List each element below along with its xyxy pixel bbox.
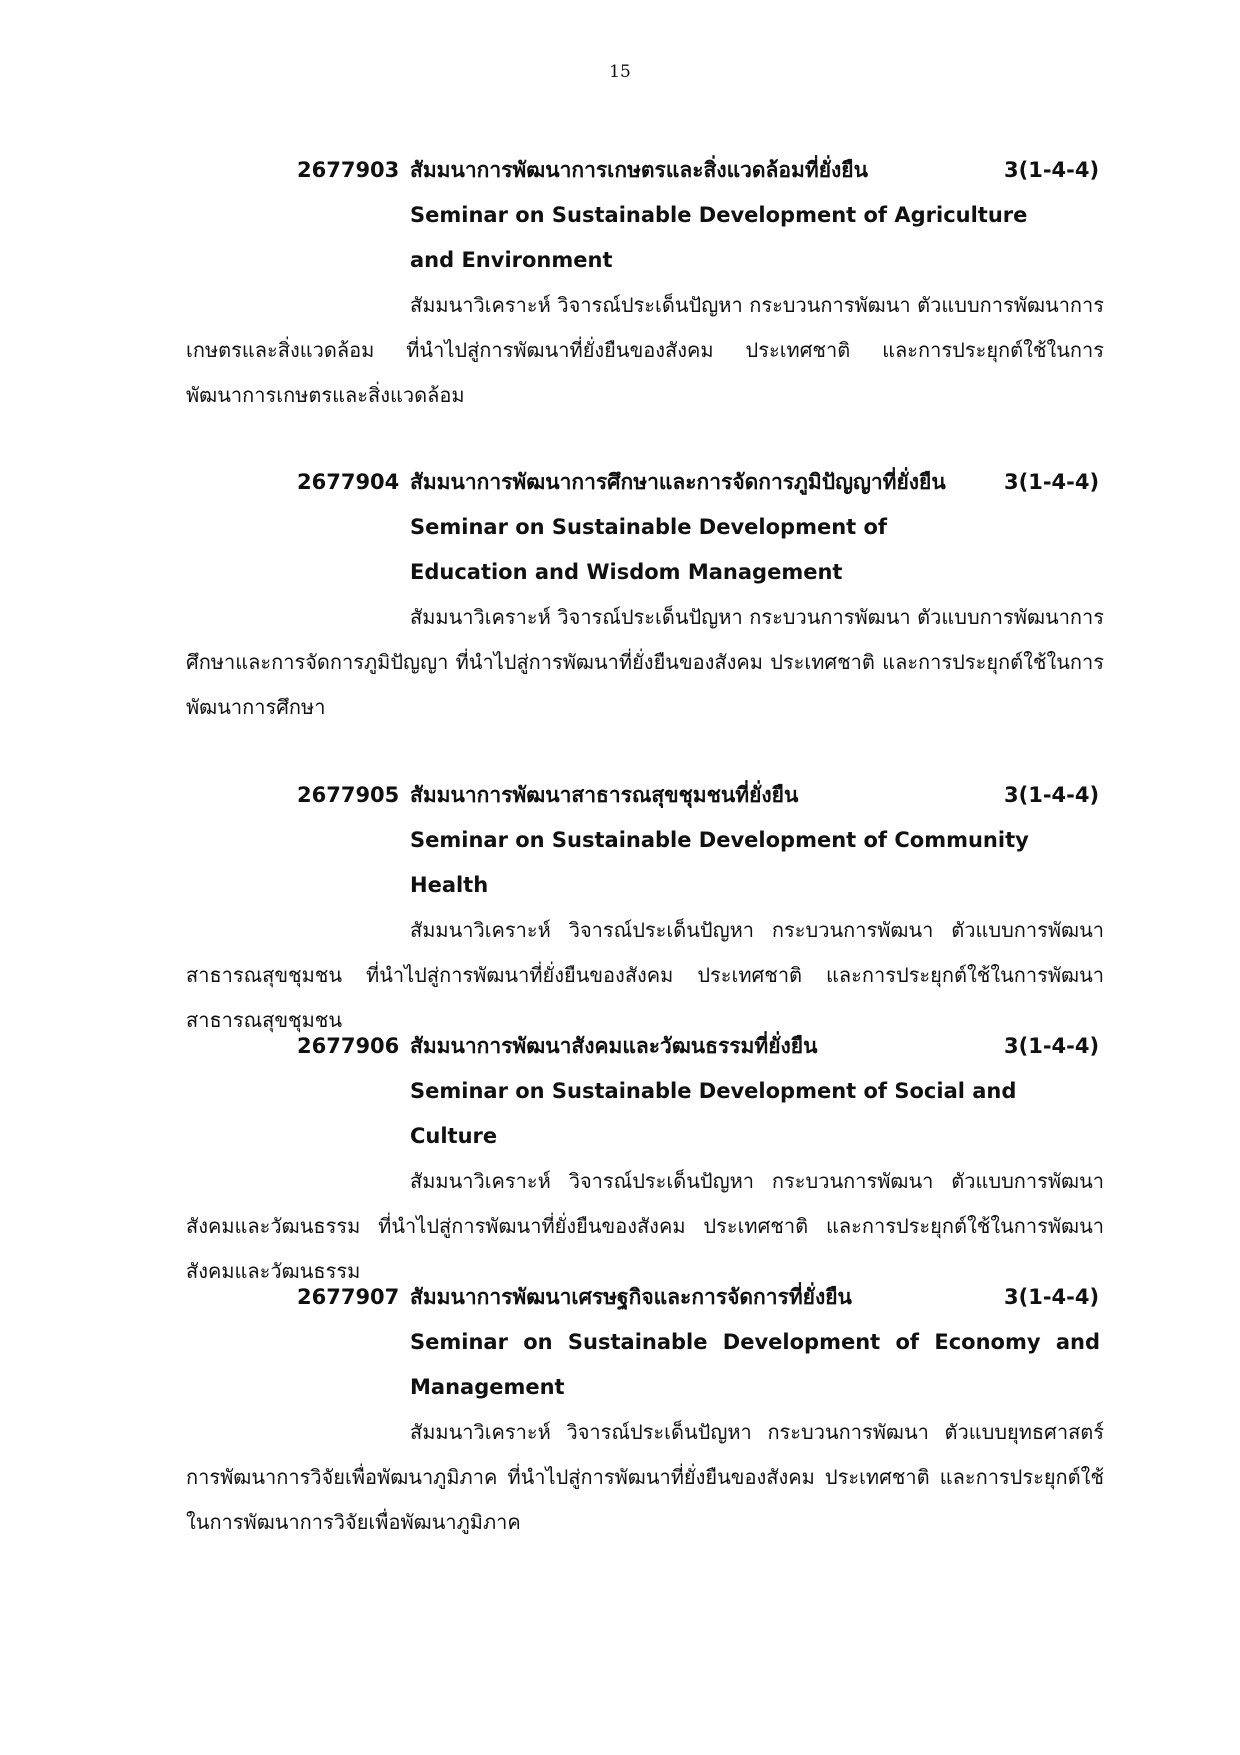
course-entry bbox=[0, 1024, 1240, 1294]
course-description: สัมมนาวิเคราะห์ วิจารณ์ประเด็นปัญหา กระบวนการพัฒนา ตัวแบบการพัฒนาการเกษตรและสิ่งแวดล้อม ที่นำไปสู่การพัฒนาที่ยั่งยืนของสังคม ประเทศชาติ และการประยุกต์ใช้ในการพัฒนาการเกษตรและสิ่งแวดล้อม bbox=[186, 293, 1104, 407]
course-thai-title: สัมมนาการพัฒนาสังคมและวัฒนธรรมที่ยั่งยืน bbox=[410, 1034, 818, 1058]
course-code: 2677904 bbox=[297, 470, 400, 494]
course-english-title: Seminar on Sustainable Development of Community Health bbox=[410, 828, 1029, 897]
page-number: 15 bbox=[609, 62, 631, 82]
course-english-title: Seminar on Sustainable Development of Agriculture and Environment bbox=[410, 203, 1028, 272]
course-english-title: Seminar on Sustainable Development of Education and Wisdom Management bbox=[410, 515, 888, 584]
course-credits: 3(1-4-4) bbox=[1004, 783, 1100, 807]
course-heading bbox=[0, 1024, 1240, 1069]
course-heading bbox=[0, 148, 1240, 193]
course-entry bbox=[0, 148, 1240, 418]
course-thai-title: สัมมนาการพัฒนาสาธารณสุขชุมชนที่ยั่งยืน bbox=[410, 783, 799, 807]
course-heading bbox=[0, 460, 1240, 505]
course-credits: 3(1-4-4) bbox=[1004, 470, 1100, 494]
course-thai-title: สัมมนาการพัฒนาการศึกษาและการจัดการภูมิปัญญาที่ยั่งยืน bbox=[410, 470, 946, 494]
course-credits: 3(1-4-4) bbox=[1004, 158, 1100, 182]
course-entry bbox=[0, 773, 1240, 1043]
course-credits: 3(1-4-4) bbox=[1004, 1034, 1100, 1058]
course-english-title: Seminar on Sustainable Development of Social and Culture bbox=[410, 1079, 1017, 1148]
course-description: สัมมนาวิเคราะห์ วิจารณ์ประเด็นปัญหา กระบวนการพัฒนา ตัวแบบการพัฒนาสังคมและวัฒนธรรม ที่นำไปสู่การพัฒนาที่ยั่งยืนของสังคม ประเทศชาติ และการประยุกต์ใช้ในการพัฒนาสังคมและวัฒนธรรม bbox=[186, 1169, 1104, 1283]
course-credits: 3(1-4-4) bbox=[1004, 1285, 1100, 1309]
course-code: 2677903 bbox=[297, 158, 400, 182]
course-code: 2677906 bbox=[297, 1034, 400, 1058]
course-thai-title: สัมมนาการพัฒนาเศรษฐกิจและการจัดการที่ยั่งยืน bbox=[410, 1285, 852, 1309]
course-code: 2677907 bbox=[297, 1285, 400, 1309]
course-entry bbox=[0, 460, 1240, 730]
course-english-title: Seminar on Sustainable Development of Economy and Management bbox=[410, 1330, 1100, 1399]
course-description: สัมมนาวิเคราะห์ วิจารณ์ประเด็นปัญหา กระบวนการพัฒนา ตัวแบบยุทธศาสตร์การพัฒนาการวิจัยเพื่อพัฒนาภูมิภาค ที่นำไปสู่การพัฒนาที่ยั่งยืนของสังคม ประเทศชาติ และการประยุกต์ใช้ในการพัฒนาการวิจัยเพื่อพัฒนาภูมิภาค bbox=[186, 1420, 1104, 1534]
course-description: สัมมนาวิเคราะห์ วิจารณ์ประเด็นปัญหา กระบวนการพัฒนา ตัวแบบการพัฒนาสาธารณสุขชุมชน ที่นำไปสู่การพัฒนาที่ยั่งยืนของสังคม ประเทศชาติ และการประยุกต์ใช้ในการพัฒนาสาธารณสุขชุมชน bbox=[186, 918, 1104, 1032]
course-description: สัมมนาวิเคราะห์ วิจารณ์ประเด็นปัญหา กระบวนการพัฒนา ตัวแบบการพัฒนาการศึกษาและการจัดการภูมิปัญญา ที่นำไปสู่การพัฒนาที่ยั่งยืนของสังคม ประเทศชาติ และการประยุกต์ใช้ในการพัฒนาการศึกษา bbox=[186, 605, 1104, 719]
course-entry bbox=[0, 1275, 1240, 1545]
course-heading bbox=[0, 773, 1240, 818]
course-thai-title: สัมมนาการพัฒนาการเกษตรและสิ่งแวดล้อมที่ยั่งยืน bbox=[410, 158, 868, 182]
course-code: 2677905 bbox=[297, 783, 400, 807]
course-heading bbox=[0, 1275, 1240, 1320]
